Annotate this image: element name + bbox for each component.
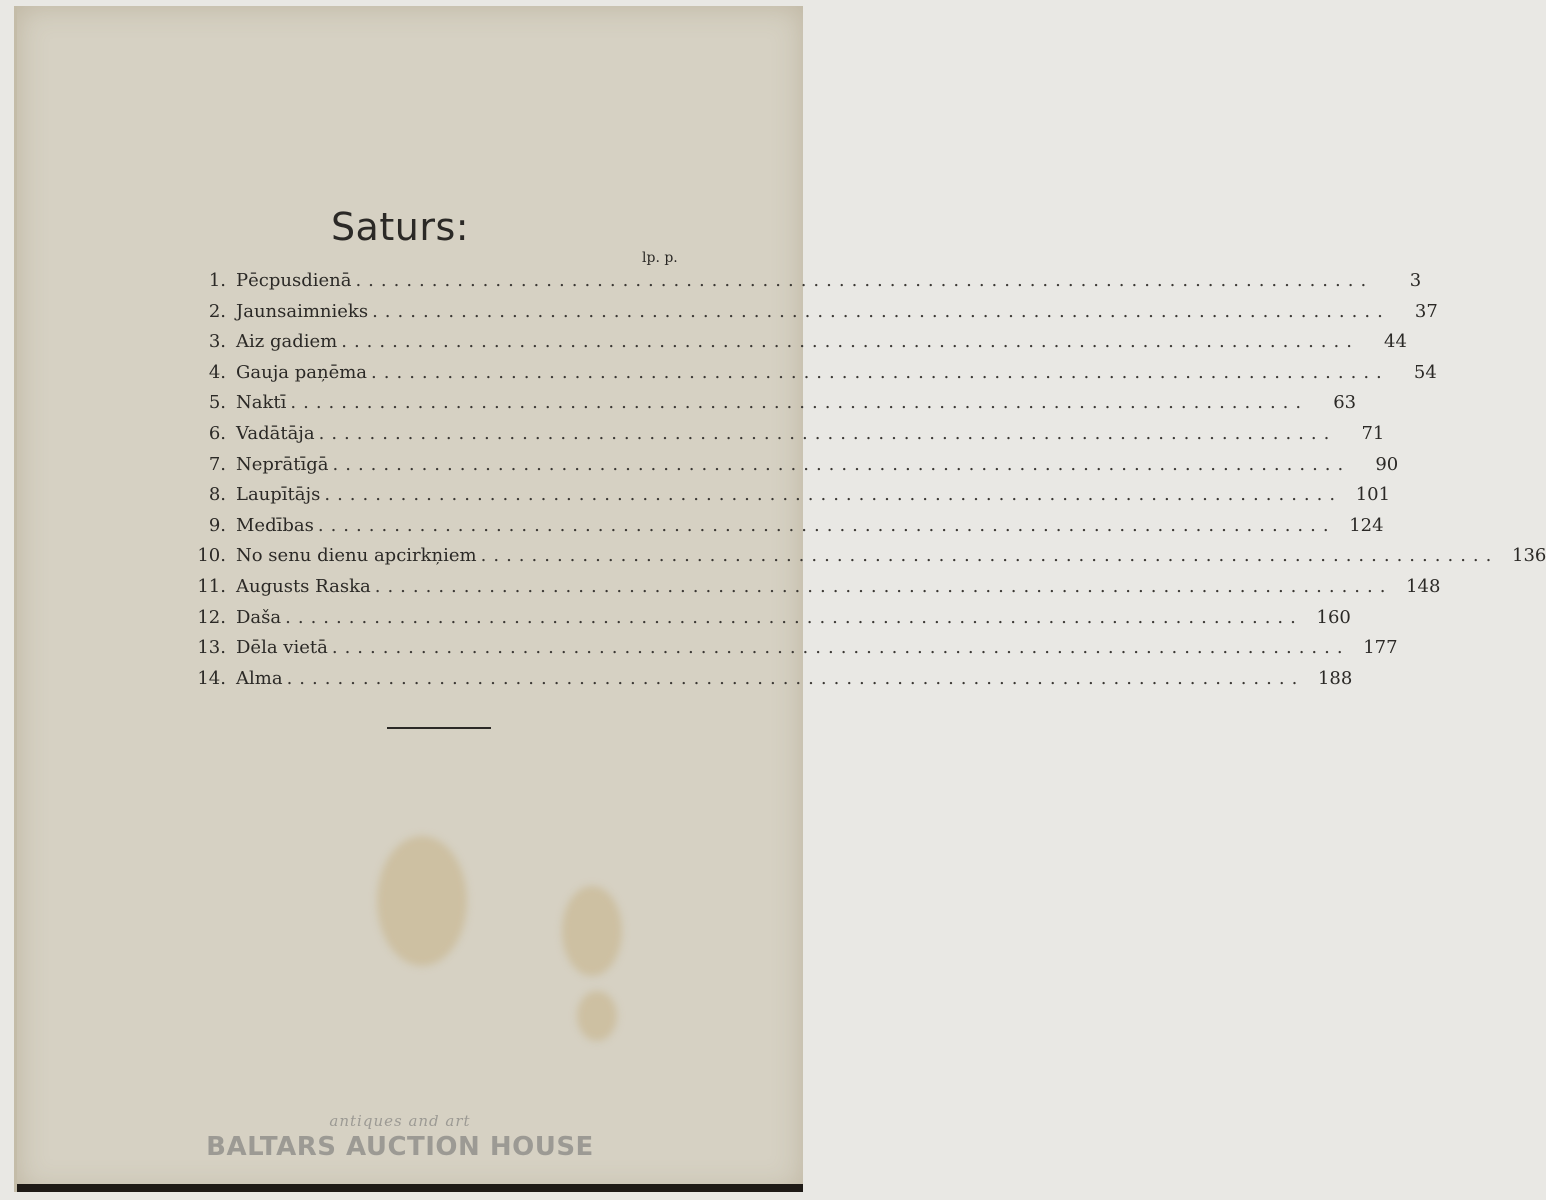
toc-entry-number: 4. (208, 361, 226, 383)
toc-entry-page: 136 (1512, 545, 1546, 567)
toc-entry-number: 1. (208, 270, 226, 291)
toc-leader-dots: ................................................................................ (285, 606, 1303, 628)
toc-entry (180, 453, 1399, 485)
toc-entry (180, 514, 1384, 546)
toc-entry-title: Alma (236, 667, 283, 689)
table-of-contents (180, 270, 1546, 698)
toc-entry-page: 101 (1355, 484, 1391, 506)
toc-entry-title: Augusts Raska (236, 575, 371, 597)
toc-leader-dots: ................................................................................ (374, 575, 1393, 597)
toc-leader-dots: ................................................................................ (355, 270, 1374, 291)
toc-entry-page: 160 (1316, 606, 1351, 628)
toc-entry (180, 637, 1398, 668)
toc-entry-title: No senu dienu apcirkņiem (236, 545, 477, 567)
toc-leader-dots: ................................................................................ (371, 361, 1389, 383)
toc-entry-title: Pēcpusdienā (236, 270, 352, 291)
toc-leader-dots: ................................................................................ (286, 667, 1305, 689)
toc-entry-number: 12. (197, 606, 226, 628)
toc-entry-page: 177 (1363, 637, 1398, 659)
watermark-brand: BALTARS AUCTION HOUSE (206, 1132, 594, 1162)
divider-rule (387, 727, 491, 729)
toc-entry (180, 422, 1385, 454)
toc-entry-page: 124 (1349, 514, 1384, 536)
toc-entry-title: Aiz gadiem (236, 331, 338, 353)
toc-entry-title: Medības (236, 514, 314, 536)
toc-entry-title: Dēla vietā (236, 637, 328, 659)
toc-entry-number: 2. (208, 300, 226, 322)
toc-entry-title: Vadātāja (236, 422, 315, 444)
toc-leader-dots: ................................................................................ (324, 484, 1343, 506)
toc-entry-page: 71 (1361, 422, 1385, 444)
toc-entry-title: Jaunsaimnieks (236, 300, 369, 322)
page-bottom-edge (17, 1184, 803, 1192)
page-stain (577, 991, 617, 1041)
toc-leader-dots: ................................................................................ (332, 453, 1351, 475)
toc-leader-dots: ................................................................................ (372, 300, 1390, 322)
toc-entry (180, 545, 1546, 576)
page-stain (377, 836, 467, 966)
toc-leader-dots: ................................................................................ (290, 392, 1309, 414)
toc-entry-number: 14. (197, 667, 226, 689)
toc-entry-number: 9. (208, 514, 226, 536)
toc-entry-page: 44 (1384, 331, 1407, 353)
page-stain (562, 886, 622, 976)
toc-entry (180, 361, 1437, 393)
toc-entry (180, 300, 1438, 332)
toc-leader-dots: ................................................................................ (318, 422, 1337, 444)
toc-leader-dots: ................................................................................ (317, 514, 1336, 536)
toc-entry-number: 3. (208, 331, 226, 353)
toc-leader-dots: ................................................................................ (331, 637, 1350, 659)
toc-entry-page: 63 (1333, 392, 1357, 414)
toc-entry-page: 37 (1414, 300, 1438, 322)
toc-entry-page: 54 (1413, 361, 1437, 383)
toc-entry-title: Gauja paņēma (236, 361, 368, 383)
watermark-tagline: antiques and art (329, 1112, 471, 1130)
toc-entry-title: Neprātīgā (236, 453, 329, 475)
toc-entry-number: 13. (197, 637, 226, 659)
toc-entry-title: Daša (236, 606, 282, 628)
toc-entry (180, 575, 1441, 607)
toc-entry-number: 6. (208, 422, 226, 444)
toc-entry-page: 3 (1409, 270, 1422, 291)
toc-entry (180, 667, 1353, 699)
toc-entry-number: 10. (197, 545, 226, 567)
toc-entry-page: 148 (1406, 575, 1441, 597)
toc-entry (180, 392, 1357, 423)
toc-entry (180, 270, 1422, 301)
page-title: Saturs: (330, 205, 470, 249)
toc-entry-page: 90 (1375, 453, 1399, 475)
toc-entry-title: Laupītājs (236, 484, 321, 506)
toc-leader-dots: ................................................................................ (341, 331, 1359, 353)
toc-entry (180, 331, 1407, 362)
page-column-header: lp. p. (642, 250, 678, 266)
watermark (0, 1112, 800, 1162)
toc-entry (180, 606, 1351, 638)
toc-entry-number: 8. (208, 484, 226, 506)
toc-entry-title: Naktī (236, 392, 287, 414)
toc-entry (180, 484, 1391, 515)
toc-entry-number: 5. (208, 392, 226, 414)
toc-entry-number: 11. (197, 575, 226, 597)
toc-entry-number: 7. (208, 453, 226, 475)
toc-leader-dots: ................................................................................ (480, 545, 1499, 567)
toc-entry-page: 188 (1317, 667, 1353, 689)
